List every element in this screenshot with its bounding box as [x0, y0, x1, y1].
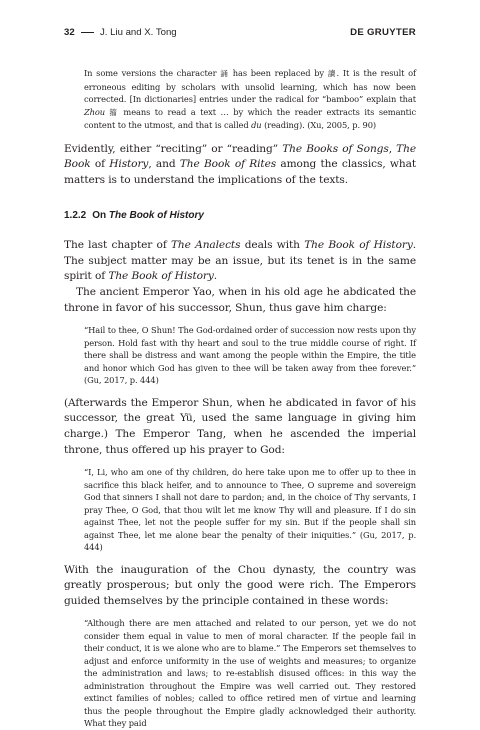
book-title: The Book of Rites	[179, 158, 277, 171]
paragraph-text: The last chapter of	[64, 239, 171, 252]
section-title: The Book of History	[108, 210, 204, 222]
paragraph-text: among the classics, what matters is to understand the implications of the texts.	[64, 158, 416, 186]
block-quote-tang: “I, Li, who am one of thy children, do here take upon me to offer up to thee in sacrifice this black heifer, and to announce to Thee, O supreme and sovereign God that sinners I shall not dare to pardon; and, in the choice of Thy servants, I pray Thee, O God, that thou wilt let me know Thy will and pleasure. If I do sin against Thee, let not the people suffer for my sin. But if the people shall sin against Thee, let me alone bear the penalty of their iniquities.” (Gu, 2017, p. 444)	[84, 467, 416, 553]
section-title-prefix: On	[92, 210, 109, 222]
quote-text: (reading). (Xu, 2005, p. 90)	[261, 120, 377, 130]
block-quote-chou: “Although there are men attached and related to our person, yet we do not consider them equal in value to men of moral character. If the people fail in their conduct, it is we alone who are to blame.” The Emperors set themselves to adjust and enforce uniformity in the use of weights and measures; to organize the administration and laws; to re-establish disused offices: in this way the administration throughout the Empire was well carried out. They restored extinct families of nobles; called to office retired men of virtue and learning thus the people throughout the Empire gladly acknowledged their authority. What they paid	[84, 618, 416, 729]
paragraph-chou: With the inauguration of the Chou dynasty, the country was greatly prosperous; but only the good were rich. The Emperors guided themselves by the principle contained in these words:	[64, 563, 416, 607]
book-title: The Books of Songs	[282, 142, 389, 155]
book-title: The Book of History	[108, 270, 214, 283]
page-number: 32	[64, 27, 75, 38]
running-header	[64, 26, 416, 40]
running-head-authors: J. Liu and X. Tong	[100, 27, 177, 38]
paragraph-text: , and	[148, 158, 180, 171]
italic-term: du	[251, 120, 262, 130]
block-quote-xu	[84, 67, 416, 132]
book-title: The Analects	[170, 239, 241, 252]
paragraph-text: of	[90, 158, 110, 171]
page-body	[64, 67, 416, 730]
paragraph-yao: The ancient Emperor Yao, when in his old age he abdicated the throne in favor of his successor, Shun, thus gave him charge:	[64, 286, 416, 314]
book-title: The Book of History	[304, 239, 413, 252]
quote-text: has been replaced by	[228, 68, 328, 78]
paragraph-analects	[64, 238, 416, 285]
paragraph-text: Evidently, either “reciting” or “reading”	[64, 142, 283, 155]
chinese-character: 讀	[327, 69, 337, 78]
publisher-name: DE GRUYTER	[350, 27, 416, 38]
header-dash	[81, 32, 94, 33]
chinese-character: 籀	[105, 107, 119, 117]
section-heading	[64, 209, 416, 223]
paragraph-text: deals with	[240, 239, 305, 252]
book-title: History	[109, 158, 149, 171]
paragraph-classics	[64, 142, 416, 189]
section-number: 1.2.2	[64, 210, 87, 222]
chinese-character: 誦	[220, 69, 229, 78]
quote-text: means to read a text … by which the reader extracts its semantic content to the utmost, and that is called	[84, 106, 416, 130]
paragraph-tang: (Afterwards the Emperor Shun, when he abdicated in favor of his successor, the great Yü, used the same language in giving him charge.) The Emperor Tang, when he ascended the imperial throne, thus offered up his prayer to God:	[64, 396, 416, 456]
paragraph-text: .	[213, 270, 218, 283]
paragraph-text: ,	[388, 142, 397, 155]
book-title: The Book	[64, 142, 416, 171]
paragraph-text: . The subject matter may be an issue, but its tenet is in the same spirit of	[64, 239, 416, 283]
italic-term: Zhou	[84, 106, 106, 117]
block-quote-yao: “Hail to thee, O Shun! The God-ordained order of succession now rests upon thy person. Hold fast with thy heart and soul to the true middle course of right. If there shall be distress and want among the people within the Empire, the title and honor which God has given to thee will be taken away from thee forever.” (Gu, 2017, p. 444)	[84, 325, 416, 386]
quote-text: . It is the result of erroneous editing by scholars with unsolid learning, which has now been corrected. [In dictionaries] entries under the radical for “bamboo” explain that	[84, 68, 417, 104]
quote-text: In some versions the character	[84, 68, 221, 78]
